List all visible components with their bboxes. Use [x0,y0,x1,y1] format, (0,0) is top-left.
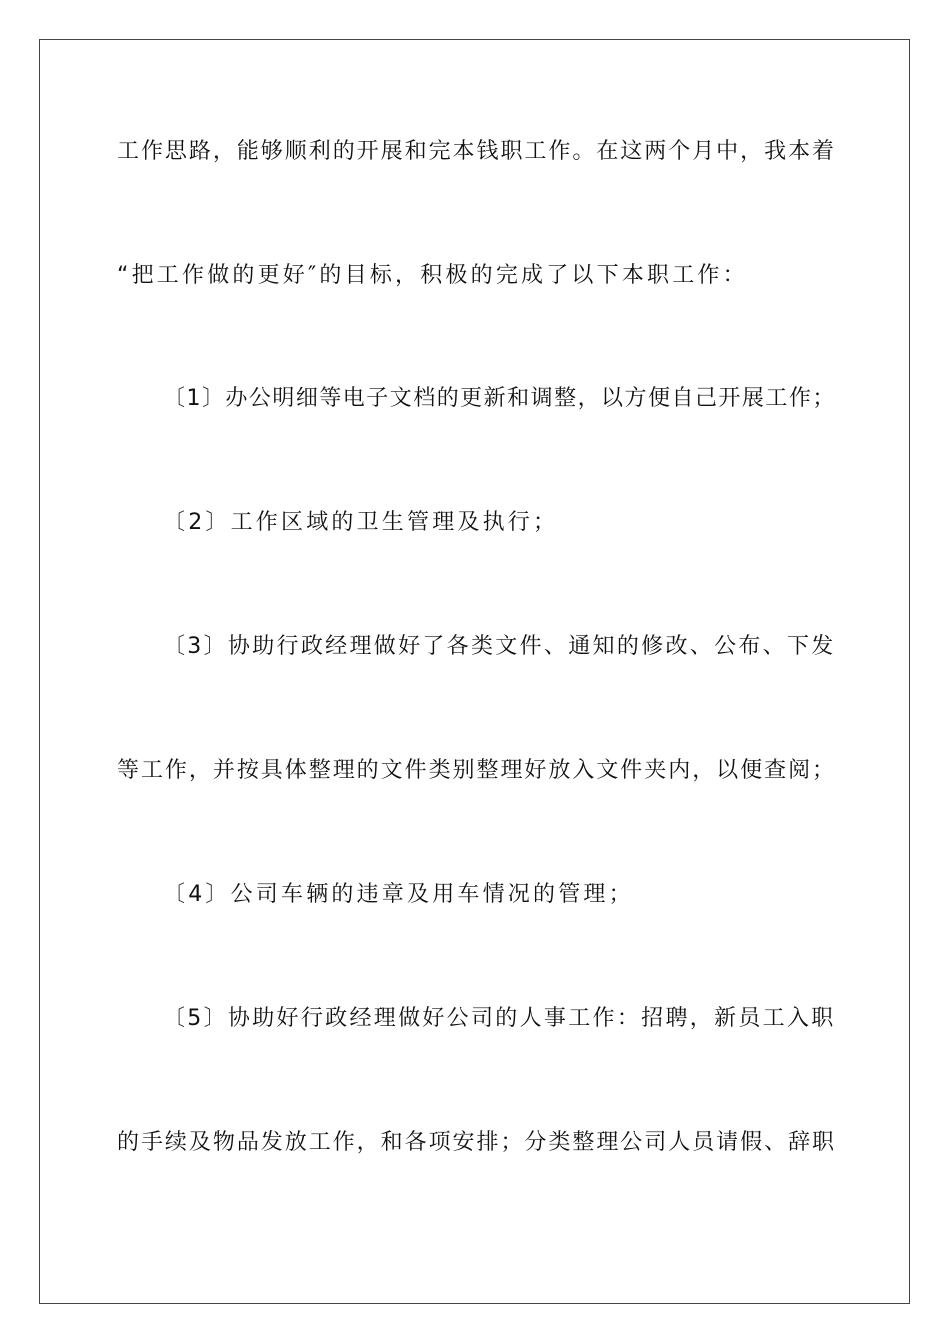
text-line-8: 〔5〕协助好行政经理做好公司的人事工作：招聘，新员工入职 [163,1006,836,1031]
text-line-7: 〔4〕公司车辆的违章及用车情况的管理； [163,882,634,907]
text-line-1: 工作思路，能够顺利的开展和完本钱职工作。在这两个月中，我本着 [117,139,837,164]
text-line-3: 〔1〕办公明细等电子文档的更新和调整，以方便自己开展工作； [163,386,836,411]
text-line-4: 〔2〕工作区域的卫生管理及执行； [163,510,559,535]
text-line-5: 〔3〕协助行政经理做好了各类文件、通知的修改、公布、下发 [163,634,836,659]
text-line-9: 的手续及物品发放工作，和各项安排；分类整理公司人员请假、辞职 [117,1130,837,1155]
text-line-6: 等工作，并按具体整理的文件类别整理好放入文件夹内，以便查阅； [117,758,837,783]
text-line-2: “把工作做的更好″的目标，积极的完成了以下本职工作： [117,263,748,288]
page-border [39,39,910,1304]
